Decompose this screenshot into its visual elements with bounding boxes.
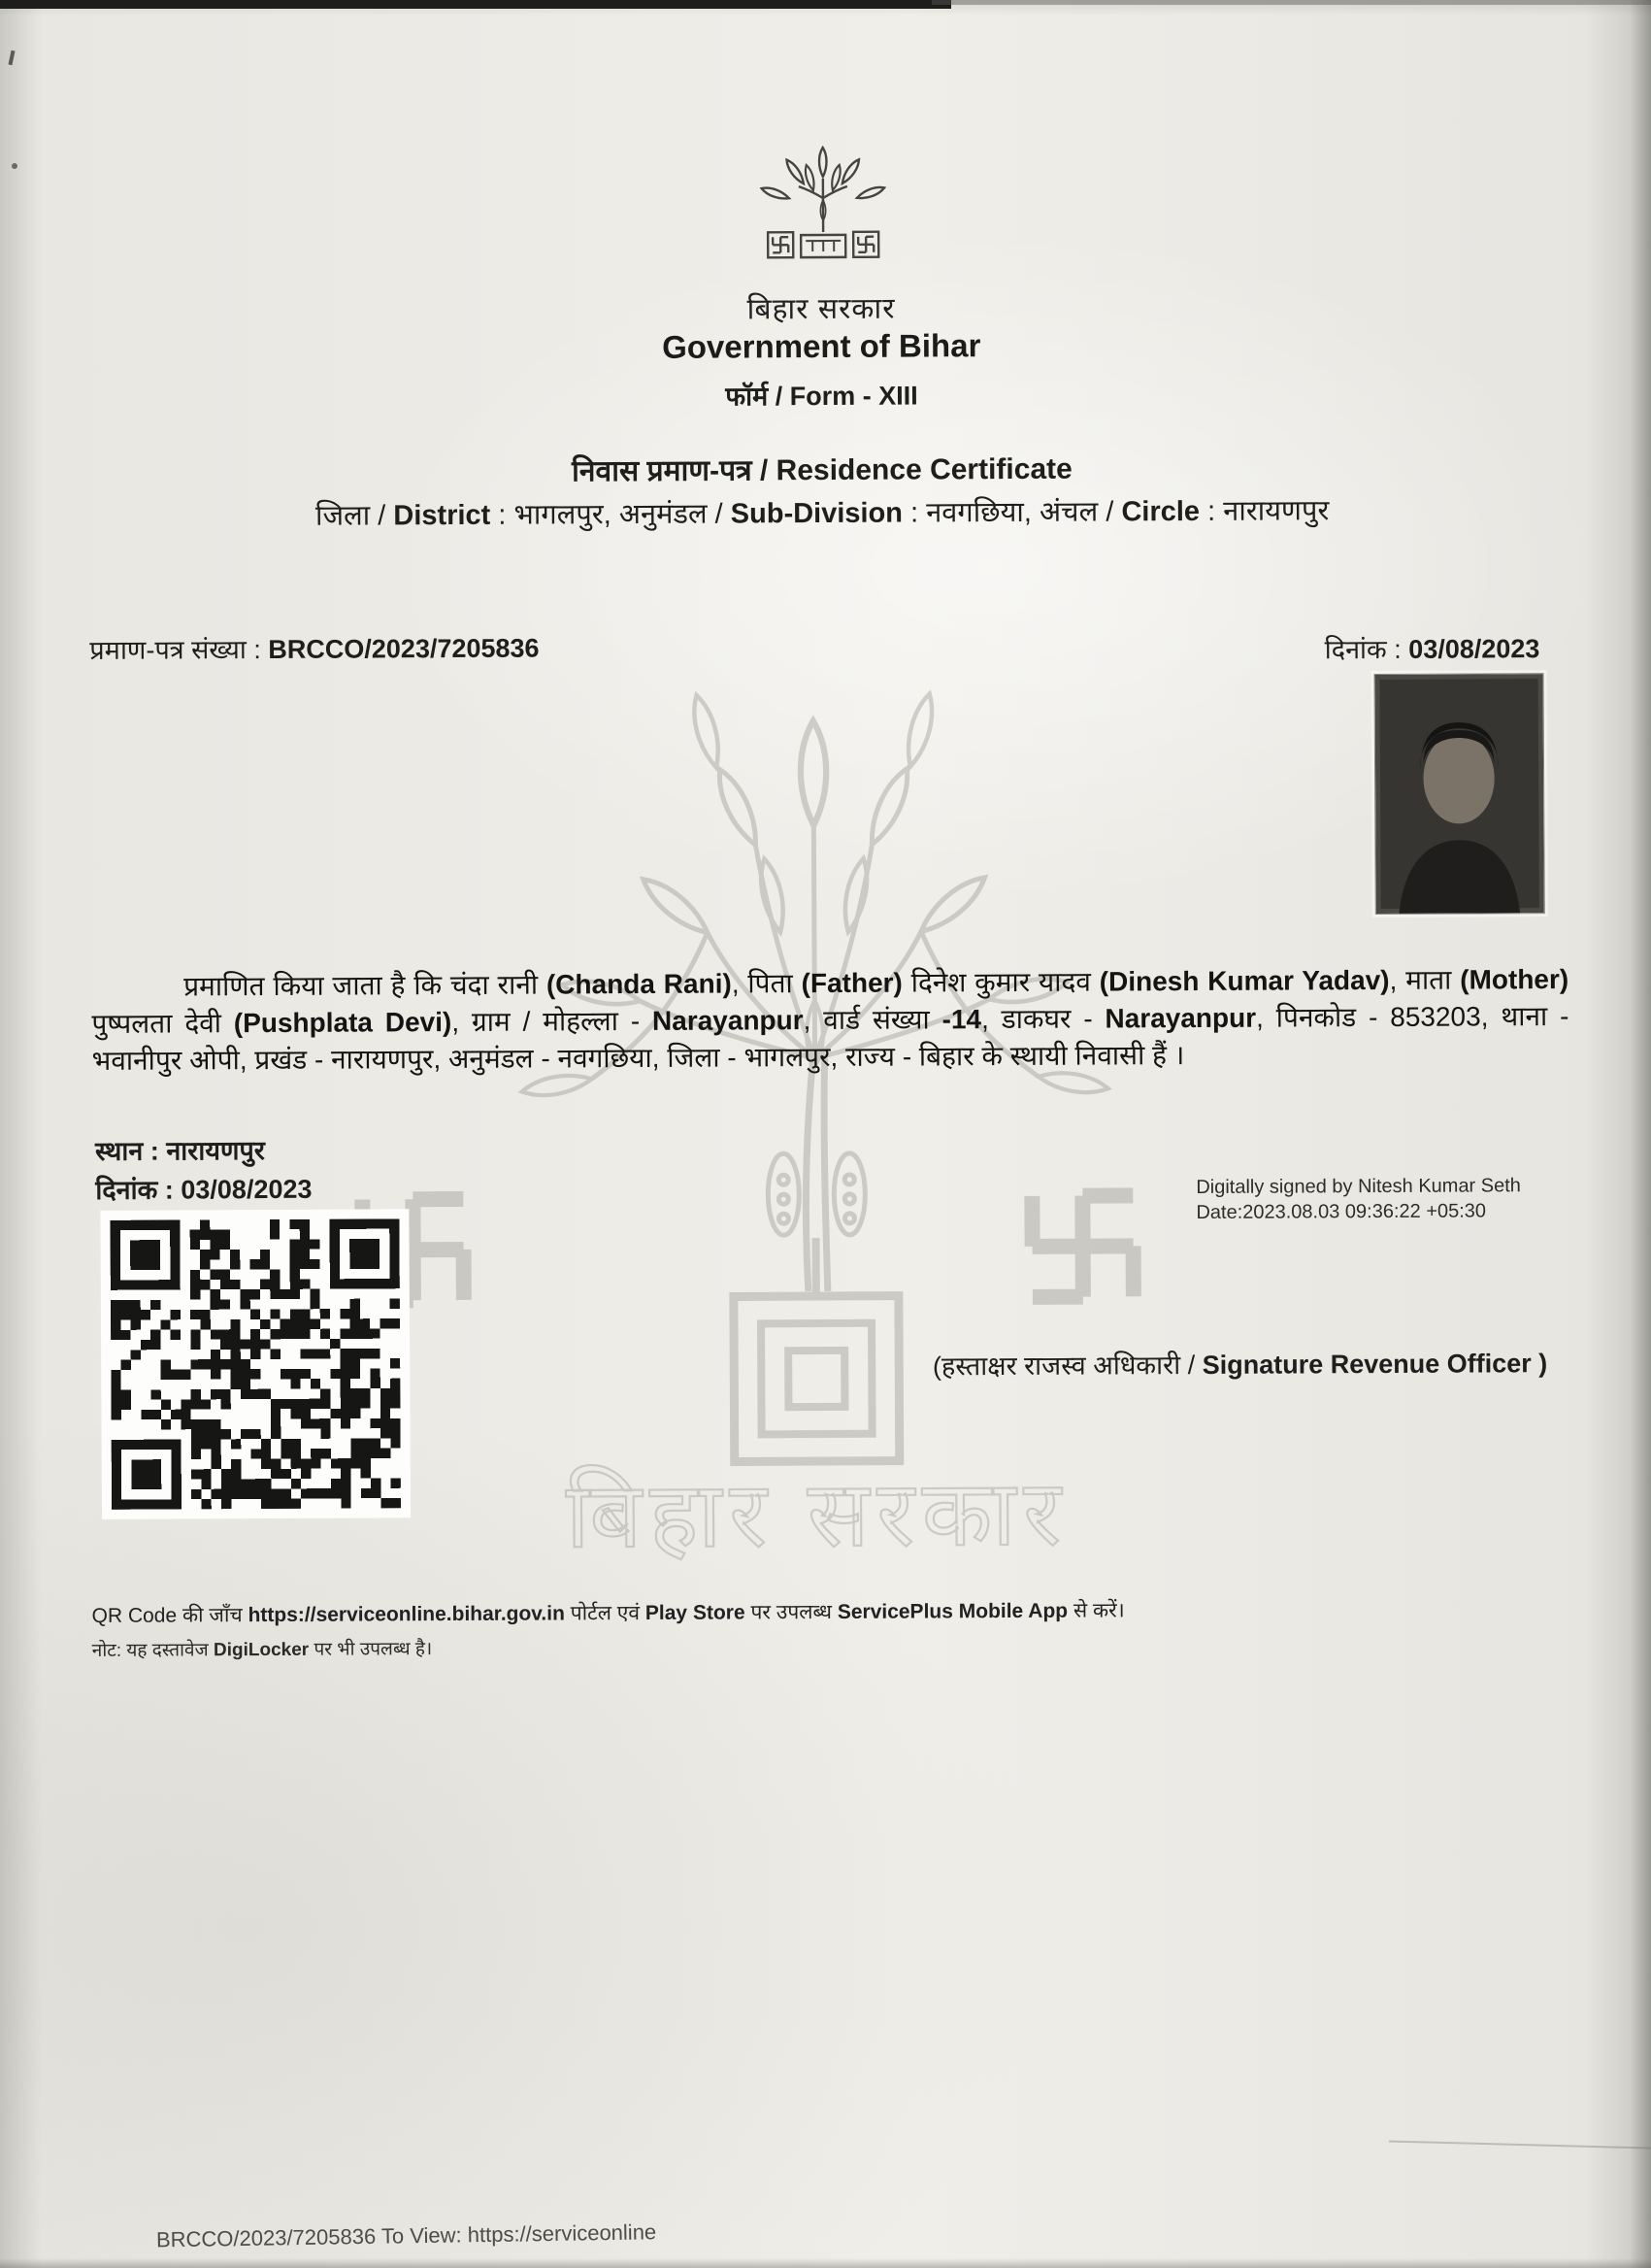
note-segment: ServicePlus Mobile App (837, 1599, 1069, 1623)
district-segment: Sub-Division (730, 497, 904, 530)
body-segment: Narayanpur (651, 1005, 804, 1036)
body-segment: प्रमाणित किया जाता है कि चंदा रानी (183, 969, 547, 1002)
body-segment: (Father) (801, 967, 903, 999)
signature-officer-line (933, 1344, 1547, 1383)
note-segment: पर उपलब्ध (744, 1600, 838, 1624)
body-segment: , वार्ड संख्या (803, 1004, 942, 1036)
photo-graphic (1375, 674, 1544, 914)
body-segment: दिनेश कुमार यादव (902, 966, 1100, 998)
bottom-clipped-reference: BRCCO/2023/7205836 To View: https://serviceonline (155, 2219, 657, 2252)
certificate-number-line (89, 629, 539, 667)
digilocker-note (92, 1635, 432, 1662)
org-name-english: Government of Bihar (662, 327, 981, 365)
digital-signature-block (1196, 1173, 1521, 1225)
body-segment: , डाकघर - (980, 1003, 1106, 1035)
district-segment: District (393, 499, 491, 532)
body-segment: , पिता (731, 968, 802, 999)
note-segment: नोट: यह दस्तावेज (91, 1640, 215, 1661)
body-segment: (Mother) (1460, 963, 1569, 995)
emblem-graphic (741, 140, 907, 286)
org-name-hindi: बिहार सरकार (746, 292, 896, 326)
note-segment: https://serviceonline.bihar.gov.in (248, 1602, 565, 1627)
body-segment: Narayanpur (1105, 1002, 1257, 1034)
note-segment: QR Code की जाँच (91, 1604, 248, 1627)
district-segment: जिला / (314, 500, 394, 532)
certificate-number-label: प्रमाण-पत्र संख्या : (89, 634, 269, 665)
signature-segment: (हस्ताक्षर राजस्व अधिकारी / (932, 1350, 1203, 1382)
signature-segment: Signature Revenue Officer ) (1202, 1349, 1548, 1380)
bihar-sarkar-watermark (298, 609, 1332, 1595)
place-line: स्थान : नारायणपुर (95, 1136, 265, 1166)
body-segment: (Chanda Rani) (545, 968, 732, 1000)
note-segment: से करें। (1068, 1599, 1125, 1622)
district-segment: : भागलपुर, अनुमंडल / (490, 498, 731, 531)
government-emblem-icon (741, 140, 907, 288)
issue-date-label: दिनांक : (1324, 634, 1409, 665)
district-segment: Circle (1121, 495, 1201, 528)
body-segment: -14 (941, 1004, 982, 1035)
body-segment: , माता (1389, 964, 1461, 995)
district-line (0, 489, 1648, 536)
qr-verification-note (92, 1596, 1125, 1629)
certificate-title: निवास प्रमाण-पत्र / Residence Certificate (571, 452, 1073, 488)
body-segment: , ग्राम / मोहल्ला - (451, 1005, 653, 1038)
digital-signature-line2: Date:2023.08.03 09:36:22 +05:30 (1196, 1200, 1487, 1224)
issue-date-value: 03/08/2023 (1408, 634, 1540, 664)
body-segment: , पिनकोड - 853203, थाना - भवानीपुर ओपी, प्रखंड - नारायणपुर, अनुमंडल - नवगछिया, जिला - भागलपुर, राज्य - बिहार के स्थायी निवासी हैं । (91, 1000, 1569, 1076)
note-segment: DigiLocker (213, 1639, 310, 1661)
watermark-graphic (298, 609, 1332, 1595)
district-segment: : नारायणपुर (1199, 495, 1330, 527)
issue-date-line (1325, 629, 1540, 666)
digital-signature-line1: Digitally signed by Nitesh Kumar Seth (1196, 1175, 1521, 1199)
certificate-body (91, 961, 1569, 1080)
body-segment: (Pushplata Devi) (233, 1007, 452, 1039)
watermark-text: बिहार सरकार (565, 1461, 1070, 1567)
note-segment: पर भी उपलब्ध है। (309, 1639, 433, 1660)
date-line: दिनांक : 03/08/2023 (95, 1174, 313, 1205)
body-segment: पुष्पलता देवी (91, 1008, 234, 1039)
certificate-number-value: BRCCO/2023/7205836 (268, 633, 540, 664)
body-segment: (Dinesh Kumar Yadav) (1099, 964, 1390, 997)
district-segment: : नवगछिया, अंचल / (902, 496, 1122, 529)
form-number-line: फॉर्म / Form - XIII (725, 381, 918, 412)
note-segment: Play Store (644, 1601, 745, 1624)
applicant-photo (1374, 673, 1545, 915)
qr-code (100, 1209, 411, 1519)
note-segment: पोर्टल एवं (564, 1601, 645, 1625)
